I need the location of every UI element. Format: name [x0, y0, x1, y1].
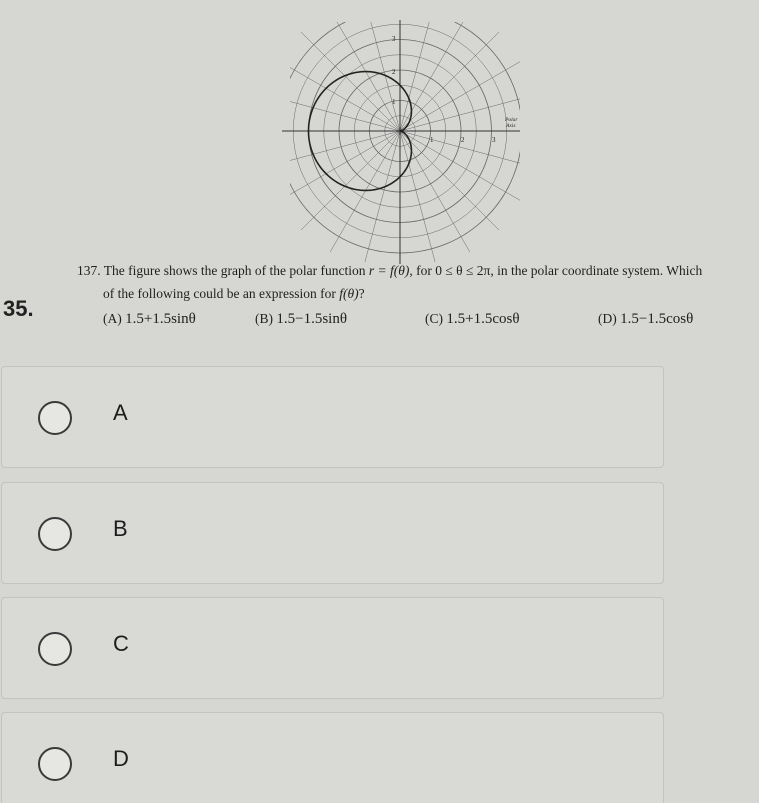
- problem-number: 137.: [77, 263, 101, 278]
- radio-button-d[interactable]: [38, 747, 72, 781]
- answer-option-d-label: D: [113, 746, 129, 771]
- polar-grid-ray: [279, 61, 400, 131]
- polar-grid-ray: [400, 18, 436, 131]
- choice-a: [103, 311, 196, 328]
- polar-axis-label-2: Axis: [506, 123, 516, 129]
- stem-text-1b: , for: [409, 263, 436, 278]
- question-panel: [0, 0, 759, 345]
- choice-d-letter: (D): [598, 311, 617, 326]
- choice-d: [598, 311, 693, 328]
- polar-grid-ray: [279, 131, 400, 201]
- vertical-label-2: 2: [392, 68, 396, 76]
- question-stem-line-2: [103, 286, 365, 302]
- stem-math-3: f(θ): [339, 286, 359, 301]
- polar-grid-ray: [400, 61, 521, 131]
- answer-option-a[interactable]: [1, 366, 664, 468]
- answer-option-c[interactable]: [1, 597, 664, 699]
- choice-b-expr: 1.5−1.5sinθ: [276, 311, 348, 327]
- stem-math-1: r = f(θ): [368, 263, 410, 278]
- answer-option-b[interactable]: [1, 482, 664, 584]
- polar-grid-ray: [400, 131, 436, 266]
- stem-text-2b: ?: [358, 286, 365, 301]
- radio-button-b[interactable]: [38, 517, 72, 551]
- polar-graph: [278, 18, 523, 268]
- polar-axis-label-1: Polar: [505, 117, 518, 123]
- polar-grid-ray: [301, 32, 400, 131]
- stem-text-1a: The figure shows the graph of the polar function: [103, 263, 369, 278]
- ring-label-1: 1: [430, 136, 434, 144]
- polar-grid-ray: [400, 131, 470, 252]
- answer-option-b-label: B: [113, 516, 128, 541]
- choice-b: [255, 311, 347, 328]
- answer-option-a-label: A: [113, 400, 128, 425]
- question-number: 35.: [3, 296, 34, 321]
- stem-math-2: 0 ≤ θ ≤ 2π: [435, 263, 491, 278]
- choice-a-letter: (A): [103, 311, 122, 326]
- choice-c-expr: 1.5+1.5cosθ: [446, 311, 520, 327]
- vertical-label-3: 3: [392, 35, 396, 43]
- answer-option-d[interactable]: [1, 712, 664, 803]
- polar-grid-ray: [364, 131, 400, 266]
- polar-grid-ray: [400, 131, 499, 230]
- stem-text-2a: of the following could be an expression for: [103, 286, 340, 301]
- ring-label-2: 2: [461, 136, 465, 144]
- polar-grid-ray: [301, 131, 400, 230]
- choice-b-letter: (B): [255, 311, 273, 326]
- ring-label-3: 3: [492, 136, 496, 144]
- choice-c-letter: (C): [425, 311, 443, 326]
- stem-text-1c: , in the polar coordinate system. Which: [490, 263, 703, 278]
- vertical-label-1: 1: [392, 98, 396, 106]
- choice-c: [425, 311, 520, 328]
- polar-grid-ray: [400, 32, 499, 131]
- question-stem-line-1: [77, 263, 702, 279]
- answer-option-c-label: C: [113, 631, 129, 656]
- choice-d-expr: 1.5−1.5cosθ: [620, 311, 694, 327]
- radio-button-a[interactable]: [38, 401, 72, 435]
- choice-a-expr: 1.5+1.5sinθ: [125, 311, 196, 327]
- radio-button-c[interactable]: [38, 632, 72, 666]
- polar-grid-ray: [330, 131, 400, 252]
- polar-grid-ray: [330, 18, 400, 131]
